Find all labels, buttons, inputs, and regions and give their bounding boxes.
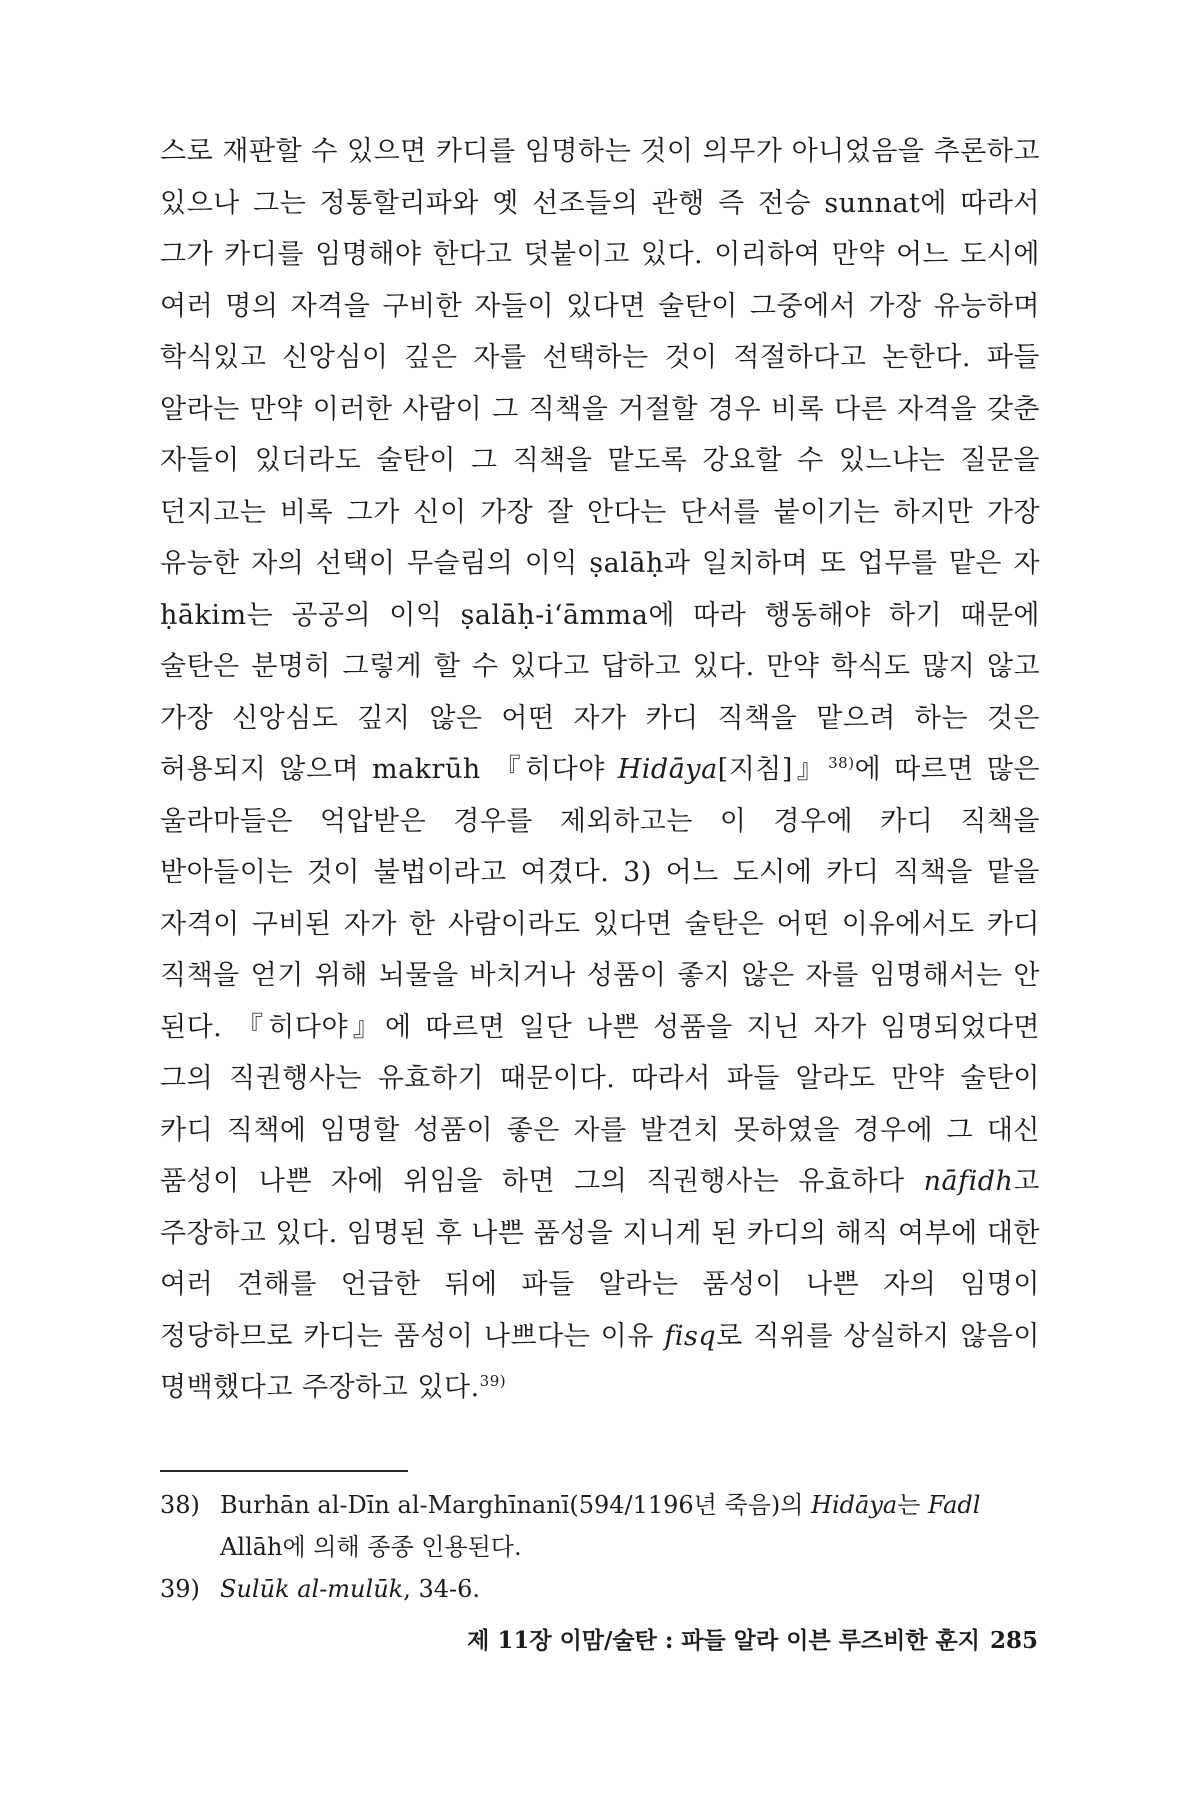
- footnote-number: 38): [160, 1491, 200, 1519]
- footnote-number: 39): [160, 1575, 200, 1603]
- body-italic-term: Hidāya: [617, 754, 718, 785]
- footnote-38: [160, 1484, 1040, 1568]
- body-text-run: 스로 재판할 수 있으면 카디를 임명하는 것이 의무가 아니었음을 추론하고 있으나 그는 정통할리파와 옛 선조들의 관행 즉 전승 sunnat에 따라서 그가 카디를 임명해야 한다고 덧붙이고 있다. 이리하여 만약 어느 도시에 여러 명의 자격을 구비한 자들이 있다면 술탄이 그중에서 가장 유능하며 학식있고 신앙심이 깊은 자를 선택하는 것이 적절하다고 논한다. 파들 알라는 만약 이러한 사람이 그 직책을 거절할 경우 비록 다른 자격을 갖춘 자들이 있더라도 술탄이 그 직책을 맡도록 강요할 수 있느냐는 질문을 던지고는 비록 그가 신이 가장 잘 안다는 단서를 붙이기는 하지만 가장 유능한 자의 선택이 무슬림의 이익 ṣalāḥ과 일치하며 또 업무를 맡은 자 ḥākim는 공공의 이익 ṣalāḥ-i‘āmma에 따라 행동해야 하기 때문에 술탄은 분명히 그렇게 할 수 있다고 답하고 있다. 만약 학식도 많지 않고 가장 신앙심도 깊지 않은 어떤 자가 카디 직책을 맡으려 하는 것은 허용되지 않으며 makrūh 『히다야: [160, 136, 1040, 785]
- footnote-italic-term: Hidāya: [811, 1491, 898, 1519]
- body-italic-term: nāfidh: [923, 1166, 1014, 1197]
- running-footer-title: 제 11장 이맘/술탄 : 파들 알라 이븐 루즈비한 훈지: [467, 1627, 980, 1654]
- footnote-ref-39: 39): [479, 1372, 507, 1390]
- body-text-run: 고 주장하고 있다. 임명된 후 나쁜 품성을 지니게 된 카디의 해직 여부에 대한 여러 견해를 언급한 뒤에 파들 알라는 품성이 나쁜 자의 임명이 정당하므로 카디는 품성이 나쁘다는 이유: [160, 1166, 1040, 1352]
- footnote-text: 는: [897, 1491, 929, 1519]
- body-text-run: [지침]』: [717, 754, 829, 785]
- footnotes: [160, 1484, 1040, 1610]
- footnote-text: Allāh에 의해 종종 인용된다.: [220, 1533, 522, 1561]
- footnote-text: Burhān al-Dīn al-Marghīnanī(594/1196년 죽음)의: [220, 1491, 812, 1519]
- footnote-italic-term: Sulūk al-mulūk: [220, 1575, 404, 1603]
- body-text-run: 에 따르면 많은 울라마들은 억압받은 경우를 제외하고는 이 경우에 카디 직책을 받아들이는 것이 불법이라고 여겼다. 3) 어느 도시에 카디 직책을 맡을 자격이 구비된 자가 한 사람이라도 있다면 술탄은 어떤 이유에서도 카디 직책을 얻기 위해 뇌물을 바치거나 성품이 좋지 않은 자를 임명해서는 안 된다. 『히다야』에 따르면 일단 나쁜 성품을 지닌 자가 임명되었다면 그의 직권행사는 유효하기 때문이다. 따라서 파들 알라도 만약 술탄이 카디 직책에 임명할 성품이 좋은 자를 발견치 못하였을 경우에 그 대신 품성이 나쁜 자에 위임을 하면 그의 직권행사는 유효하다: [160, 754, 1040, 1197]
- footnote-italic-term: Fadl: [928, 1491, 981, 1519]
- footnote-39: [160, 1568, 1040, 1610]
- footnote-text: , 34-6.: [403, 1575, 480, 1603]
- body-italic-term: fisq: [664, 1320, 717, 1352]
- footnote-divider: [160, 1470, 408, 1472]
- body-text-run: 로 직위를 상실하지 않음이 명백했다고 주장하고 있다.: [160, 1320, 1040, 1403]
- page-number: 285: [990, 1627, 1039, 1654]
- footnote-ref-38: 38): [828, 754, 855, 772]
- body-paragraph: [160, 126, 1040, 1414]
